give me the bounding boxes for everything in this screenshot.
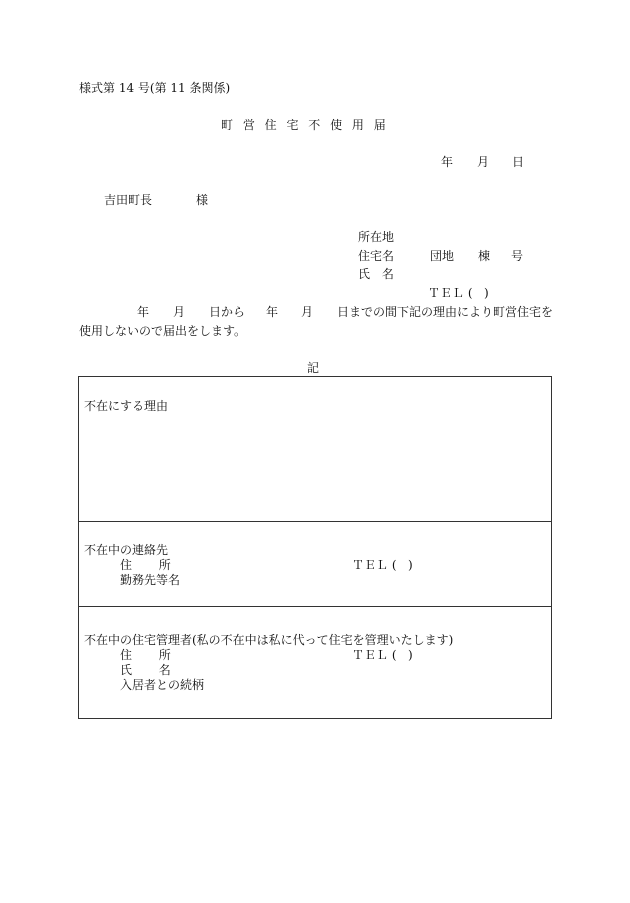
manager-label: 不在中の住宅管理者(私の不在中は私に代って住宅を管理いたします): [84, 633, 454, 647]
reason-label: 不在にする理由: [84, 399, 169, 413]
addressee-honorific: 様: [196, 193, 209, 207]
period-until-text: 日までの間下記の理由により町営住宅を: [337, 305, 554, 319]
contact-label: 不在中の連絡先: [84, 543, 169, 557]
applicant-unit: 号: [511, 249, 524, 263]
contact-tel: ＴＥＬ ( ): [352, 558, 413, 572]
applicant-tel: ＴＥＬ ( ): [428, 286, 489, 300]
page-title: 町 営 住 宅 不 使 用 届: [221, 118, 386, 132]
date-year: 年: [441, 155, 454, 169]
addressee-name: 吉田町長: [104, 193, 153, 207]
period-year-1: 年: [137, 305, 150, 319]
form-number: 様式第 14 号(第 11 条関係): [79, 81, 231, 95]
table-divider-2: [78, 606, 552, 607]
period-month-1: 月: [173, 305, 186, 319]
applicant-building: 棟: [478, 249, 491, 263]
applicant-name-label: 氏 名: [358, 267, 394, 281]
applicant-housing-label: 住宅名: [358, 249, 395, 263]
period-day-from: 日から: [209, 305, 246, 319]
period-line-2: 使用しないので届出をします。: [79, 324, 247, 338]
manager-relation-label: 入居者との続柄: [120, 678, 205, 692]
manager-address-label: 住 所: [120, 648, 171, 662]
date-day: 日: [512, 155, 525, 169]
manager-tel: ＴＥＬ ( ): [352, 648, 413, 662]
applicant-address-label: 所在地: [358, 230, 395, 244]
contact-address-label: 住 所: [120, 558, 171, 572]
ki-heading: 記: [307, 361, 320, 375]
date-month: 月: [477, 155, 490, 169]
period-year-2: 年: [266, 305, 279, 319]
table-divider-1: [78, 521, 552, 522]
applicant-danchi: 団地: [430, 249, 455, 263]
contact-workplace-label: 勤務先等名: [120, 573, 181, 587]
manager-name-label: 氏 名: [120, 663, 171, 677]
period-month-2: 月: [301, 305, 314, 319]
